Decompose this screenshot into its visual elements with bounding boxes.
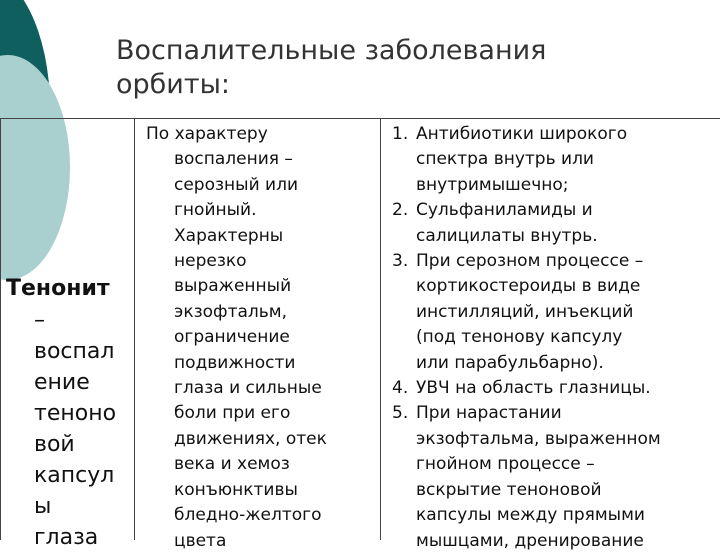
item-text-cont: спектра внутрь или внутримышечно;	[416, 149, 594, 195]
column-divider-2	[380, 118, 381, 540]
column-divider-1	[134, 118, 135, 540]
treatment-item	[392, 376, 718, 401]
item-number: 5.	[392, 403, 409, 424]
treatment-item	[392, 249, 718, 376]
table-left-rule	[0, 118, 1, 540]
treatment-item	[392, 122, 718, 198]
characteristics-first-line: По характеру	[146, 124, 268, 144]
treatment-item	[392, 198, 718, 249]
item-text-cont: кортикостероиды в виде инстилляций, инъекций (под тенонову капсулу или парабульбарно).	[416, 276, 641, 373]
item-number: 2.	[392, 200, 409, 221]
characteristics-text: воспаления – серозный или гнойный. Характерны нерезко выраженный экзофтальм, ограничение подвижности глаза и сильные боли при его движениях, отек века и хемоз конъюнктивы бледно-желтого цвета	[174, 149, 327, 551]
item-text: При серозном процессе –	[416, 251, 644, 272]
item-text: Сульфаниламиды и	[416, 200, 593, 221]
disease-cell	[6, 275, 131, 553]
slide-title: Воспалительные заболевания орбиты:	[116, 35, 547, 100]
decor-light-circle	[0, 55, 70, 280]
disease-term: Тенонит	[6, 276, 110, 301]
item-text-cont: салицилаты внутрь.	[416, 225, 598, 246]
item-number: 4.	[392, 378, 409, 399]
item-number: 3.	[392, 251, 409, 272]
item-text: УВЧ на область глазницы.	[416, 378, 651, 399]
item-text: При нарастании	[416, 403, 562, 424]
treatment-item	[392, 401, 718, 553]
item-text-cont: экзофтальма, выраженном гнойном процессе – вскрытие теноновой капсулы между прямыми мышцами, дренирование	[416, 428, 661, 551]
item-text: Антибиотики широкого	[416, 124, 628, 144]
table-top-rule	[0, 118, 720, 119]
treatment-cell	[392, 122, 718, 554]
disease-definition: – воспал ение теноно вой капсул ы глаза	[34, 308, 117, 550]
characteristics-cell	[146, 122, 376, 554]
item-number: 1.	[392, 124, 409, 144]
